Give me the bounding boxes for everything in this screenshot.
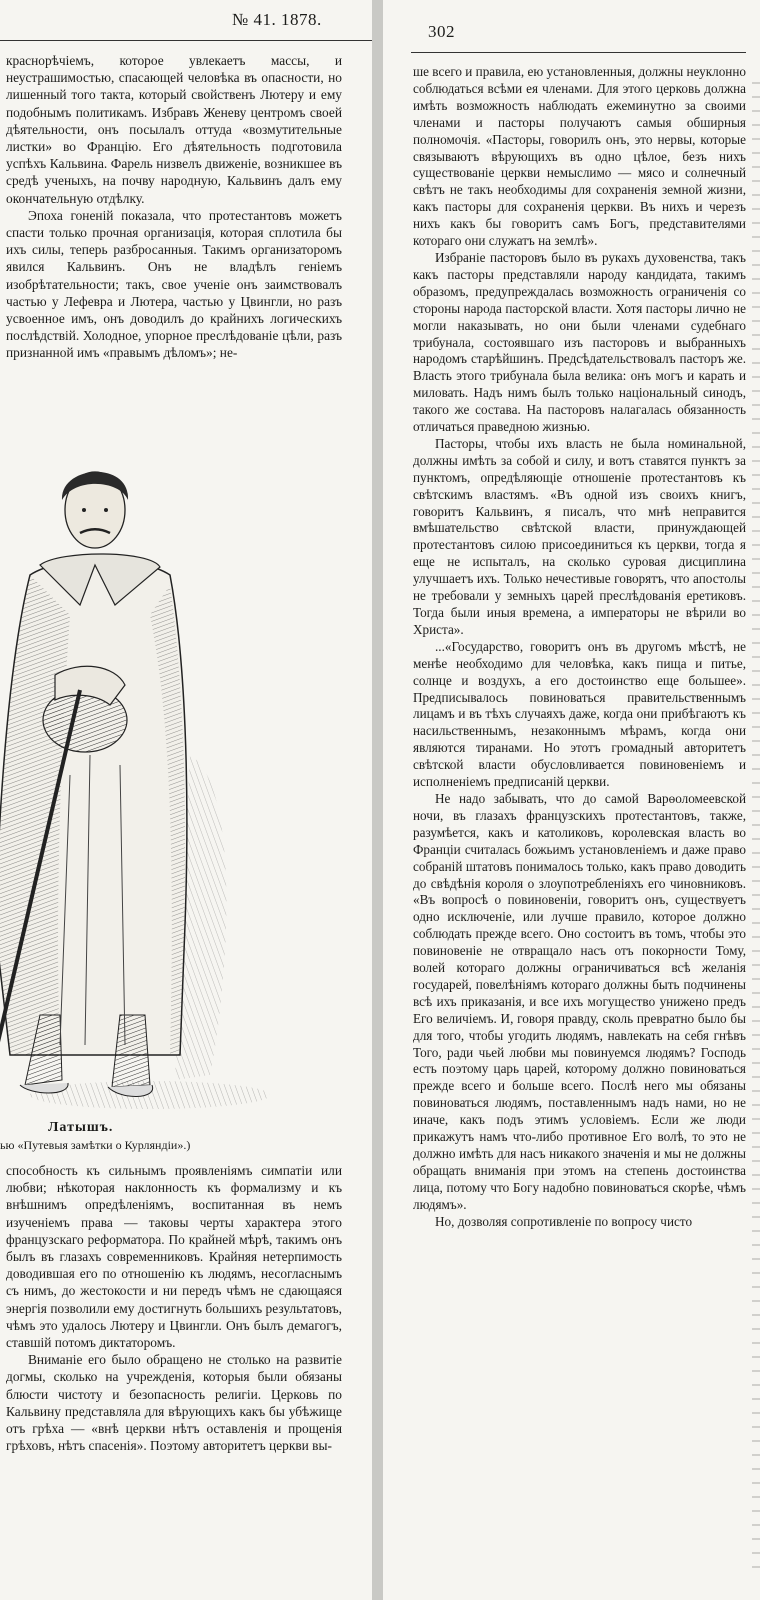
paragraph: Не надо забывать, что до самой Варѳоломеевской ночи, въ глазахъ французскихъ протестантовъ, также, разумѣется, какъ и католиковъ, королевская власть во Франціи считалась божьимъ установленіемъ и даже право собраній штатовъ понималось только, какъ право доводить до свѣдѣнія короля о злоупотребленіяхъ его чиновниковъ. «Въ вопросѣ о повиновеніи, говоритъ онъ, существуетъ одно исключеніе, или лучше правило, которое должно соблюдать прежде всего. Оно состоитъ въ томъ, чтобы это повиновеніе не отвращало насъ отъ покорности Тому, волей котораго должны ограничиваться всѣ желанія государей, повелѣніямъ котораго должны быть подчинены всѣ ихъ приказанія, и все ихъ могущество унижено предъ Его величіемъ. И, говоря правду, сколь превратно было бы для того, чтобы угодить людямъ, навлекать на себя гнѣвъ Того, ради чьей любви мы повинуемся людямъ? Господь есть поэтому царь царей, которому должно повиноваться прежде всего и больше всего. Послѣ него мы обязаны повиноваться людямъ, поставленнымъ надъ нами, но не иначе, какъ подъ этимъ условіемъ. Если же люди прикажутъ намъ что-либо противное Его волѣ, то это не должно имѣть для насъ никакого значенія и мы не должны обращать вниманія при этомъ на степень достоинства лица, потому что Богу надобно повиноваться скорѣе, чѣмъ людямъ». (413, 790, 746, 1212)
issue-header: № 41. 1878. (232, 10, 322, 29)
paragraph: Избраніе пасторовъ было въ рукахъ духовенства, такъ какъ пасторы представляли народу кандидата, такимъ образомъ, предупреждалась возможность ограниченія со стороны народа пасторской власти. Хотя пасторы лично не могли наказывать, но они были членами судебнаго трибунала, состоявшаго изъ пасторовъ и выбранныхъ народомъ старѣйшинъ. Предсѣдательствовалъ пасторъ же. Власть этого трибунала была велика: онъ могъ и карать и миловать. Надъ нимъ былъ только національный синодъ, такого же состава. На пасторовъ налагалась обязанность отличаться праведною жизнью. (413, 249, 746, 435)
paragraph: Но, дозволяя сопротивленіе по вопросу чисто (435, 1213, 693, 1229)
paragraph: Пасторы, чтобы ихъ власть не была номинальной, должны имѣть за собой и силу, и вотъ ставятся пунктъ за пунктомъ, опредѣляющіе отношеніе протестантовъ къ свѣтскимъ властямъ. «Въ одной изъ своихъ книгъ, говоритъ Кальвинъ, я писалъ, что мнѣ неправится вмѣшательство свѣтской власти, принуждающей протестантовъ силою присоединиться къ церкви, тогда я еще не испыталъ, на сколько суровая дисциплина улучшаетъ ихъ. Только нечестивые говорятъ, что апостолы не требовали у земныхъ царей преслѣдованія еретиковъ. Тогда были иныя времена, а императоры не вѣрили во Христа». (413, 435, 746, 637)
paragraph: ...«Государство, говоритъ онъ въ другомъ мѣстѣ, не менѣе необходимо для человѣка, какъ пища и питье, солнце и воздухъ, а его достоинство еще большее». Предписывалось повиноваться правительственнымъ лицамъ и въ тѣхъ случаяхъ даже, когда они прибѣгаютъ къ насильственнымъ, незаконнымъ мѣрамъ, когда они являются тиранами. Но этотъ громадный авторитетъ свѣтской власти обусловливается повиновеніемъ и исполненіемъ предписаній церкви. (413, 638, 746, 790)
paragraph: краснорѣчіемъ, которое увлекаетъ массы, и неустрашимостью, спасающей человѣка въ опасности, но лишенный того такта, который свойственъ Лютеру и ему подобнымъ политикамъ. Избравъ Женеву центромъ своей дѣятельности, онъ посылалъ оттуда «возмутительные листки» во Францію. Его дѣятельность подготовила успѣхъ Кальвина. Фарель низвелъ движеніе, возникшее въ средѣ ученыхъ, на почву народную, Кальвинъ далъ ему окончательную отдѣлку. (6, 53, 342, 206)
paragraph: Эпоха гоненій показала, что протестантовъ можетъ спасти только прочная организація, которая сплотила бы ихъ силы, теперь разбросанныя. Такимъ организаторомъ явился Кальвинъ. Онъ не владѣлъ геніемъ изобрѣтательности; такъ, свое ученіе онъ заимствовалъ частью у Лефевра и Лютера, частью у Цвингли, но разъ усвоенное имъ, онъ доводилъ до крайнихъ логическихъ послѣдствій. Холодное, упорное преслѣдованіе цѣли, разъ признанной имъ «правымъ дѣломъ»; не- (6, 207, 342, 361)
page-gutter (372, 0, 383, 1600)
left-top-column (6, 52, 342, 362)
latvian-man-engraving (0, 455, 372, 1120)
paragraph: способность къ сильнымъ проявленіямъ симпатіи или любви; нѣкоторая наклонность къ формализму и къ внѣшнимъ опредѣленіямъ, воспитанная въ немъ изученіемъ права — таковы черты характера этого французскаго реформатора. По крайней мѣрѣ, такимъ онъ былъ въ глазахъ современниковъ. Крайняя нетерпимость доводившая его по отношенію къ людямъ, несогласнымъ съ нимъ, до жестокости и ни передъ чѣмъ не сдающаяся энергія позволили ему достигнуть большихъ результатовъ, чѣмъ это удалось Лютеру и Цвингли. Онъ былъ демагогъ, ставшій потомъ диктаторомъ. (6, 1163, 342, 1351)
right-column (413, 64, 746, 1231)
left-page (0, 0, 372, 1600)
illustration-caption-source: ью «Путевыя замѣтки о Курляндіи».) (0, 1138, 191, 1152)
paragraph: ше всего и правила, ею установленныя, должны неуклонно соблюдаться всѣми ея членами. Для этого церковь должна имѣть возможность наблюдать ежеминутно за своими членами и пасторы получаютъ самыя обширныя полномочія. «Пасторы, говорилъ онъ, это нервы, которые связываютъ вѣрующихъ въ одно цѣлое, безъ нихъ существованіе церкви немыслимо — мясо и солнечный свѣтъ не такъ необходимы для сохраненія земной жизни, какъ пасторы для сохраненія церкви. Въ нихъ и черезъ нихъ какъ бы говоритъ самъ Богъ, представителями котораго они служатъ на землѣ». (413, 64, 746, 249)
adjacent-column-edge (752, 70, 760, 1570)
right-page (383, 0, 760, 1600)
illustration-caption-title: Латышъ. (48, 1120, 114, 1135)
header-rule (411, 52, 746, 53)
header-rule (0, 40, 372, 41)
left-bottom-column (6, 1162, 342, 1454)
page-number: 302 (428, 22, 455, 41)
paragraph: Вниманіе его было обращено не столько на развитіе догмы, сколько на учрежденія, которыя были обязаны блюсти чистоту и безопасность религіи. Церковь по Кальвину представляла для вѣрующихъ какъ бы убѣжище отъ грѣха — «внѣ церкви нѣтъ оставленія и прощенія грѣховъ, нѣтъ спасенія». Поэтому авторитетъ церкви вы- (6, 1352, 342, 1454)
